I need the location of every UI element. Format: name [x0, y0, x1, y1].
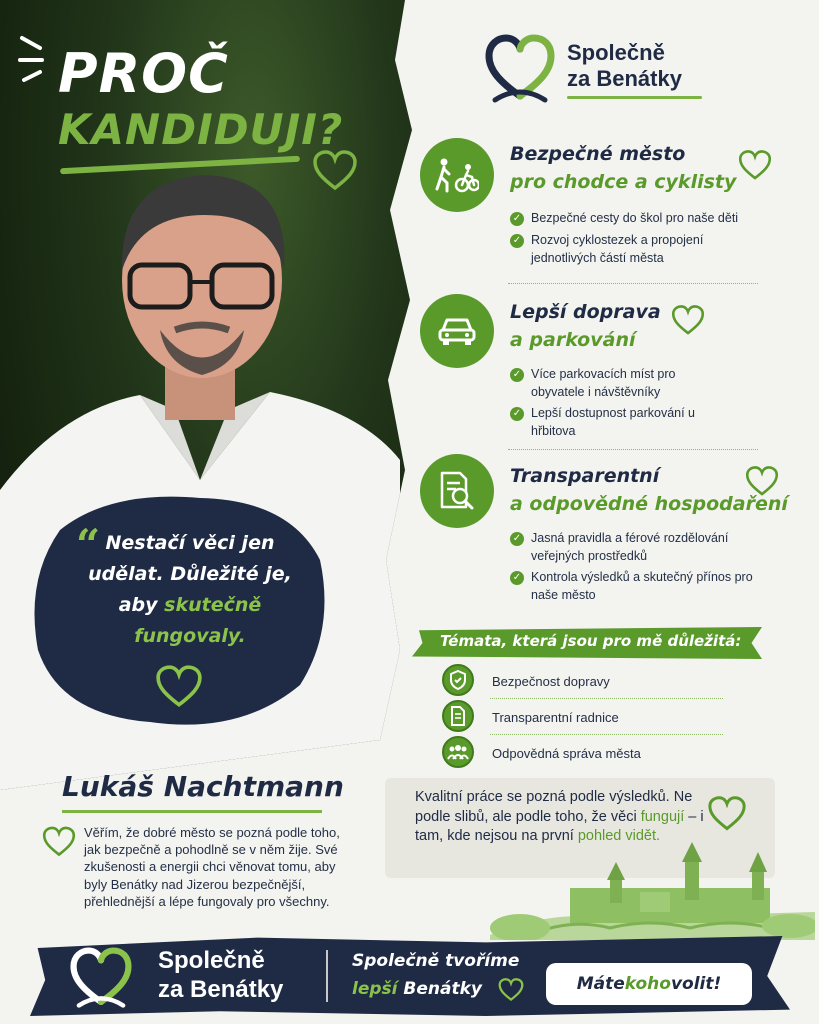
closing-green-1: fungují	[640, 808, 685, 825]
footer-slogan-green: lepší	[352, 979, 398, 999]
shield-icon	[442, 664, 474, 696]
check-icon: ✓	[510, 571, 524, 585]
people-icon	[442, 736, 474, 768]
heart-logo-icon	[68, 947, 134, 1009]
footer-slogan	[352, 947, 519, 1003]
closing-text-main: Kvalitní práce se pozná podle výsledků. Ne podle slibů, ale podle toho, že věci	[415, 789, 693, 825]
pedestrian-cyclist-icon	[420, 138, 494, 212]
heart-outline-icon	[312, 150, 358, 192]
heart-logo-icon	[485, 34, 555, 104]
topics-heading: Témata, která jsou pro mě důležitá:	[440, 632, 742, 650]
priority-1-title	[510, 140, 736, 196]
quote-text	[70, 528, 310, 652]
topic-1-label: Bezpečnost dopravy	[492, 674, 610, 689]
document-icon	[442, 700, 474, 732]
logo-line-1: Společně	[567, 40, 665, 65]
logo-text	[567, 40, 682, 92]
headline-line-1: PROČ	[58, 42, 229, 105]
check-icon: ✓	[510, 532, 524, 546]
heart-outline-icon	[42, 826, 76, 858]
candidate-name: Lukáš Nachtmann	[62, 770, 344, 803]
priority-2-bullet-2: Lepší dostupnost parkování u hřbitova	[531, 406, 696, 438]
footer-logo-text	[158, 946, 283, 1004]
quote-part-1: Nestačí věci jen udělat. Důležité je, aby	[88, 532, 292, 616]
heart-outline-icon	[671, 305, 705, 336]
cta-badge	[546, 963, 752, 1005]
topic-2-label: Transparentní radnice	[492, 710, 619, 725]
cta-green: koho	[624, 974, 671, 994]
logo-underline	[567, 96, 702, 99]
cta-part-b: volit!	[670, 974, 722, 994]
quote-part-2: skutečně fungovaly.	[134, 594, 262, 647]
footer-slogan-line-1: Společně tvoříme	[352, 951, 520, 971]
check-icon: ✓	[510, 407, 524, 421]
check-icon: ✓	[510, 368, 524, 382]
priority-1-bullet-2: Rozvoj cyklostezek a propojení jednotlivých částí města	[531, 233, 704, 265]
priority-2-title	[510, 298, 661, 354]
priority-1-bullet-1: Bezpečné cesty do škol pro naše děti	[531, 211, 739, 225]
document-search-icon	[420, 454, 494, 528]
closing-text	[415, 788, 705, 847]
logo-line-2: za Benátky	[567, 66, 682, 91]
separator	[490, 698, 723, 699]
priority-2-title-b: a parkování	[510, 329, 636, 351]
closing-green-2: pohled vidět.	[577, 828, 661, 844]
closing-text-mid: – i tam, kde nejsou na první	[415, 808, 704, 844]
heart-outline-icon	[738, 150, 772, 181]
check-icon: ✓	[510, 212, 524, 226]
footer-logo-line-2: za Benátky	[158, 976, 284, 1003]
heart-outline-icon	[745, 466, 779, 497]
separator	[508, 449, 758, 450]
priority-1-title-b: pro chodce a cyklisty	[510, 171, 737, 193]
castle-illustration	[490, 840, 815, 940]
footer-slogan-rest: Benátky	[397, 979, 482, 999]
heart-outline-icon	[498, 978, 524, 1002]
priority-2-title-a: Lepší doprava	[510, 301, 661, 323]
separator	[508, 283, 758, 284]
separator	[490, 734, 723, 735]
heart-outline-icon	[707, 796, 747, 832]
footer-divider	[326, 950, 328, 1002]
priority-3-bullet-1: Jasná pravidla a férové rozdělování veřejných prostředků	[531, 531, 729, 563]
car-icon	[420, 294, 494, 368]
headline-line-2: KANDIDUJI?	[58, 105, 344, 154]
quote-mark-icon: “	[76, 520, 101, 569]
priority-3-title-a: Transparentní	[510, 465, 660, 487]
priority-3-title-b: a odpovědné hospodaření	[510, 493, 788, 515]
priority-1-title-a: Bezpečné město	[510, 143, 686, 165]
cta-part-a: Máte	[576, 974, 625, 994]
check-icon: ✓	[510, 234, 524, 248]
priority-2-bullet-1: Více parkovacích míst pro obyvatele i návštěvníky	[531, 367, 676, 399]
topic-3-label: Odpovědná správa města	[492, 746, 641, 761]
name-underline	[62, 810, 322, 813]
spark-lines-icon	[18, 30, 58, 90]
candidate-bio: Věřím, že dobré město se pozná podle toho, jak bezpečně a pohodlně se v něm žije. Své zkušenosti a energii chci věnovat tomu, aby byly Benátky nad Jizerou bezpečnější, přehlednější a lépe fungovaly pro všechny.	[84, 825, 340, 909]
heart-outline-icon	[155, 665, 203, 709]
priority-3-bullet-2: Kontrola výsledků a skutečný přínos pro naše město	[531, 570, 753, 602]
footer-logo-line-1: Společně	[158, 947, 265, 974]
